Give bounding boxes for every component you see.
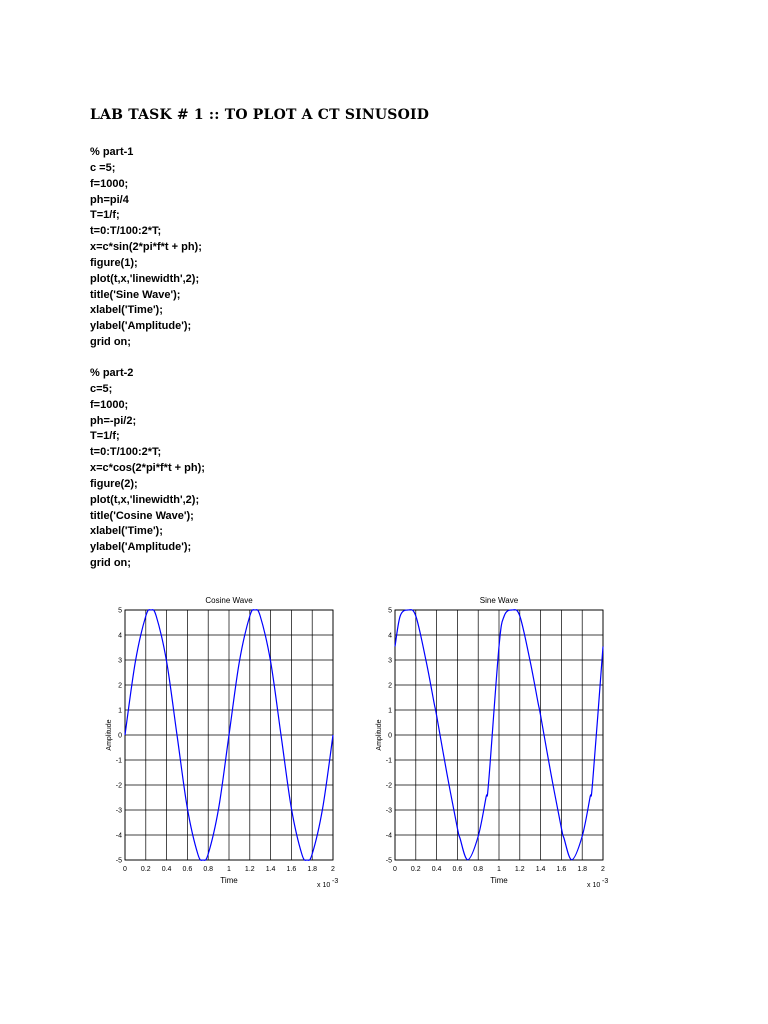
code-line: f=1000; xyxy=(90,177,129,190)
x-tick-label: 0.4 xyxy=(161,866,172,873)
code-line: xlabel('Time'); xyxy=(90,304,163,317)
x-exponent-superscript: -3 xyxy=(332,878,339,885)
y-tick-label: 1 xyxy=(388,707,392,715)
x-tick-label: 1.6 xyxy=(556,866,567,873)
code-line: figure(1); xyxy=(90,256,138,269)
y-tick-label: -4 xyxy=(115,832,122,840)
x-tick-label: 0 xyxy=(393,866,397,873)
y-tick-label: -1 xyxy=(115,757,122,765)
x-tick-label: 0.4 xyxy=(431,866,442,873)
y-axis-label: Amplitude xyxy=(376,719,383,751)
x-tick-label: 1.8 xyxy=(577,866,588,873)
cosine-wave-figure xyxy=(100,592,340,892)
x-tick-label: 1 xyxy=(497,866,501,873)
code-line: ph=-pi/2; xyxy=(90,414,137,427)
y-tick-label: -4 xyxy=(385,832,392,840)
x-axis-label: Time xyxy=(490,876,508,885)
y-tick-label: 0 xyxy=(388,732,392,740)
code-line: grid on; xyxy=(90,336,131,349)
x-tick-label: 0.8 xyxy=(473,866,484,873)
x-tick-label: 2 xyxy=(601,866,605,873)
y-tick-label: -1 xyxy=(385,757,392,765)
code-line: c=5; xyxy=(90,382,113,395)
y-axis-label: Amplitude xyxy=(106,719,113,751)
y-tick-label: 2 xyxy=(118,682,122,690)
code-block-part-2 xyxy=(90,366,205,572)
x-tick-label: 1 xyxy=(227,866,231,873)
y-tick-label: -2 xyxy=(385,782,392,790)
y-tick-label: 2 xyxy=(388,682,392,690)
code-line: ylabel('Amplitude'); xyxy=(90,541,192,554)
code-line: title('Sine Wave'); xyxy=(90,288,181,301)
code-line: c =5; xyxy=(90,161,116,174)
code-line: t=0:T/100:2*T; xyxy=(90,225,162,238)
x-tick-label: 0.2 xyxy=(410,866,421,873)
code-line: T=1/f; xyxy=(90,430,120,443)
y-tick-label: 1 xyxy=(118,707,122,715)
sine-wave-figure xyxy=(370,592,610,892)
y-tick-label: -5 xyxy=(115,857,122,865)
code-line: T=1/f; xyxy=(90,209,120,222)
y-tick-label: 4 xyxy=(388,632,392,640)
y-tick-label: 5 xyxy=(118,607,122,615)
chart-title: Cosine Wave xyxy=(205,596,253,605)
x-tick-label: 1.2 xyxy=(514,866,525,873)
code-line: plot(t,x,'linewidth',2); xyxy=(90,493,200,506)
code-line: x=c*sin(2*pi*f*t + ph); xyxy=(90,241,202,254)
x-tick-label: 1.6 xyxy=(286,866,297,873)
x-exponent-label: x 10 xyxy=(587,882,601,889)
y-tick-label: 4 xyxy=(118,632,122,640)
y-tick-label: 5 xyxy=(388,607,392,615)
code-line: plot(t,x,'linewidth',2); xyxy=(90,272,200,285)
code-line: x=c*cos(2*pi*f*t + ph); xyxy=(90,462,205,475)
x-exponent-label: x 10 xyxy=(317,882,331,889)
code-block-part-1 xyxy=(90,145,202,351)
x-axis-label: Time xyxy=(220,876,238,885)
chart-title: Sine Wave xyxy=(479,596,519,605)
y-tick-label: 0 xyxy=(118,732,122,740)
chart-svg xyxy=(100,592,340,892)
y-tick-label: -2 xyxy=(115,782,122,790)
chart-svg xyxy=(370,592,610,892)
code-line: ylabel('Amplitude'); xyxy=(90,320,192,333)
y-tick-label: 3 xyxy=(118,657,122,665)
x-tick-label: 0 xyxy=(123,866,127,873)
code-line: % part-1 xyxy=(90,146,134,158)
code-line: % part-2 xyxy=(90,367,134,379)
code-line: grid on; xyxy=(90,557,131,570)
code-line: ph=pi/4 xyxy=(90,193,129,206)
x-tick-label: 1.4 xyxy=(535,866,546,873)
code-line: t=0:T/100:2*T; xyxy=(90,446,162,459)
x-exponent-superscript: -3 xyxy=(602,878,609,885)
y-tick-label: -3 xyxy=(115,807,122,815)
x-tick-label: 0.8 xyxy=(203,866,214,873)
x-tick-label: 0.6 xyxy=(182,866,193,873)
x-tick-label: 1.4 xyxy=(265,866,276,873)
y-tick-label: 3 xyxy=(388,657,392,665)
x-tick-label: 1.8 xyxy=(307,866,318,873)
code-line: xlabel('Time'); xyxy=(90,525,163,538)
page-title: LAB TASK # 1 :: TO PLOT A CT SINUSOID xyxy=(90,107,430,123)
x-tick-label: 2 xyxy=(331,866,335,873)
y-tick-label: -3 xyxy=(385,807,392,815)
y-tick-label: -5 xyxy=(385,857,392,865)
x-tick-label: 0.2 xyxy=(140,866,151,873)
code-line: figure(2); xyxy=(90,477,138,490)
x-tick-label: 0.6 xyxy=(452,866,463,873)
code-line: title('Cosine Wave'); xyxy=(90,509,194,522)
code-line: f=1000; xyxy=(90,398,129,411)
x-tick-label: 1.2 xyxy=(244,866,255,873)
